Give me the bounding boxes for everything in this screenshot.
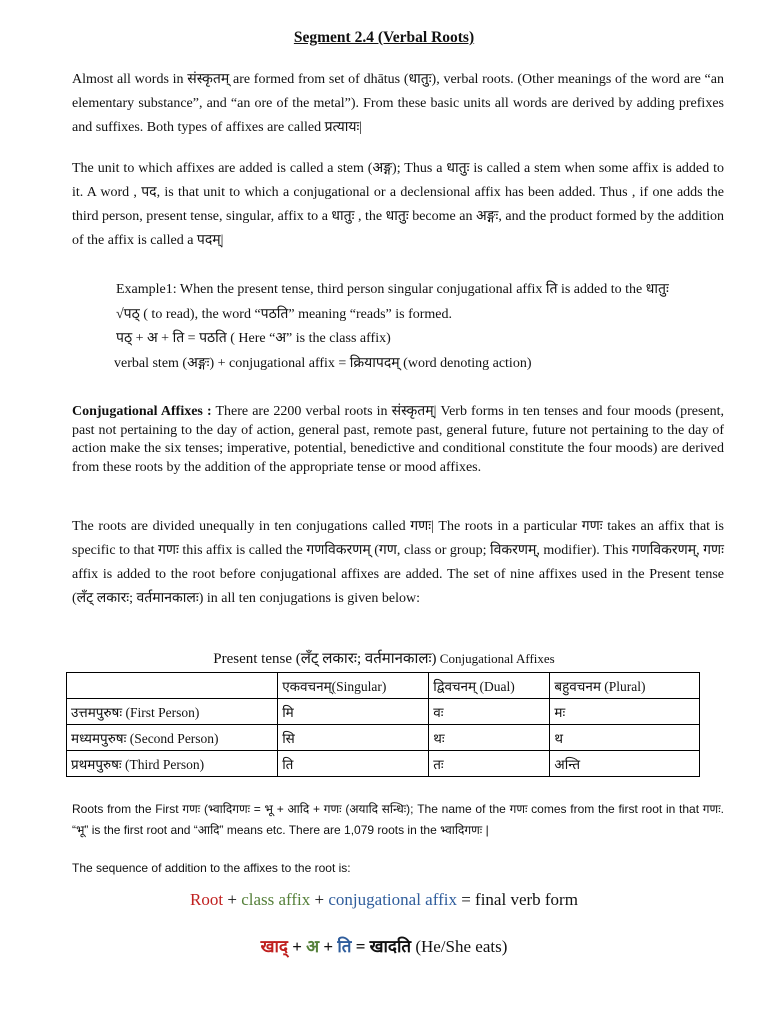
example-class-affix: अ <box>306 937 320 956</box>
formula-conjugational-affix: conjugational affix <box>328 890 457 909</box>
conjugational-affixes-text: There are 2200 verbal roots in संस्कृतम्| Verb forms in ten tenses and four moods (present, past not pertaining to the day of action, general past, remote past, general future, future not pertaining to the day of action make the six tenses; imperative, potential, benedictive and conditional constitute the four moods) are derived from these roots by the addition of the appropriate tense or mood affixes. <box>72 404 725 475</box>
table-caption-main: Present tense (लँट् लकारः; वर्तमानकालः) <box>213 651 437 667</box>
example-block <box>116 278 726 376</box>
table-row <box>67 699 700 725</box>
example-plus: + <box>319 937 338 956</box>
table-cell: मि <box>278 699 429 725</box>
conjugational-affixes-paragraph <box>72 403 724 477</box>
first-gana-paragraph: Roots from the First गणः (भ्वादिगणः = भू + आदि + गणः (अयादि सन्धिः); The name of the गणः comes from the first root in that गणः. “भू” is the first root and “आदि” means etc. There are 1,079 roots in the भ्वादिगणः | <box>72 802 724 837</box>
formula-result: = final verb form <box>456 890 578 909</box>
present-tense-affix-table <box>66 672 700 777</box>
verb-formation-formula <box>0 890 768 910</box>
table-caption <box>0 648 768 668</box>
table-header-cell: बहुवचनम (Plural) <box>550 673 700 699</box>
table-row <box>67 725 700 751</box>
table-cell: प्रथमपुरुषः (Third Person) <box>67 751 278 777</box>
example-line-2: √पठ् ( to read), the word “पठति” meaning “reads” is formed. <box>116 306 453 322</box>
ganas-paragraph: The roots are divided unequally in ten conjugations called गणः| The roots in a particular गणः takes an affix that is specific to that गणः this affix is called the गणविकरणम् (गण, class or group; विकरणम्, modifier). This गणविकरणम्, गणः affix is added to the root before conjugational affixes are added. The set of nine affixes used in the Present tense (लँट् लकारः; वर्तमानकालः) in all ten conjugations is given below: <box>72 519 724 606</box>
formula-class-affix: class affix <box>241 890 311 909</box>
table-cell: मः <box>550 699 700 725</box>
formula-root: Root <box>190 890 224 909</box>
example-gloss: (He/She eats) <box>411 937 508 956</box>
table-row <box>67 751 700 777</box>
conjugational-affixes-label: Conjugational Affixes : <box>72 404 212 419</box>
table-cell: सि <box>278 725 429 751</box>
table-cell: मध्यमपुरुषः (Second Person) <box>67 725 278 751</box>
formula-plus: + <box>310 890 329 909</box>
table-caption-sub: Conjugational Affixes <box>436 651 555 666</box>
example-line-1: Example1: When the present tense, third person singular conjugational affix ति is added to the धातुः <box>116 282 669 297</box>
intro-paragraph: Almost all words in संस्कृतम् are formed from set of dhātus (धातुः), verbal roots. (Other meanings of the word are “an elementary substance”, and “an ore of the metal”). From these basic units all words are derived by adding prefixes and suffixes. Both types of affixes are called प्रत्यायः| <box>72 72 724 135</box>
example-root: खाद् <box>260 937 288 956</box>
table-cell: तः <box>429 751 550 777</box>
example-result: = खादति <box>351 937 412 956</box>
table-cell: थः <box>429 725 550 751</box>
page-title: Segment 2.4 (Verbal Roots) <box>293 29 475 46</box>
table-cell: थ <box>550 725 700 751</box>
table-header-row <box>67 673 700 699</box>
table-cell: अन्ति <box>550 751 700 777</box>
table-header-cell <box>67 673 278 699</box>
table-cell: ति <box>278 751 429 777</box>
table-cell: वः <box>429 699 550 725</box>
stem-paragraph: The unit to which affixes are added is called a stem (अङ्ग); Thus a धातुः is called a stem when some affix is added to it. A word , पद, is that unit to which a conjugational or a declensional affix has been added. Thus , if one adds the third person, present tense, singular, affix to a धातुः , the धातुः become an अङ्गः, and the product formed by the addition of the affix is called a पदम्| <box>72 161 724 248</box>
sequence-intro: The sequence of addition to the affixes to the root is: <box>72 861 351 875</box>
example-line-4: verbal stem (अङ्गः) + conjugational affix = क्रियापदम् (word denoting action) <box>114 355 532 371</box>
table-header-cell: एकवचनम्(Singular) <box>278 673 429 699</box>
verb-formation-example <box>0 934 768 957</box>
example-conjugational-affix: ति <box>337 937 352 956</box>
formula-plus: + <box>223 890 242 909</box>
table-cell: उत्तमपुरुषः (First Person) <box>67 699 278 725</box>
example-line-3: पठ् + अ + ति = पठति ( Here “अ” is the class affix) <box>116 331 391 346</box>
example-plus: + <box>287 937 307 956</box>
table-header-cell: द्विवचनम् (Dual) <box>429 673 550 699</box>
